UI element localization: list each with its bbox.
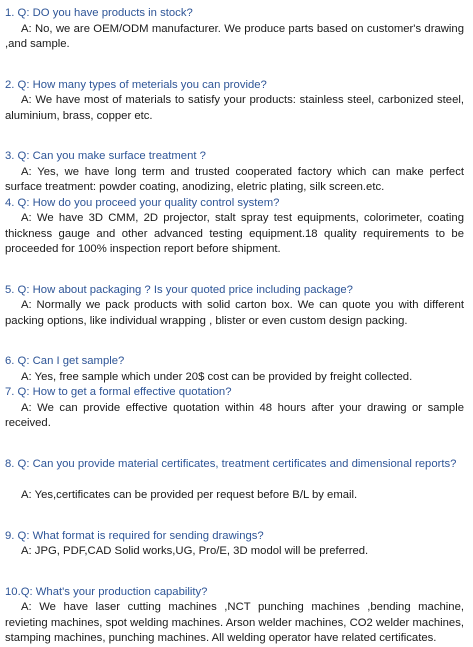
answer-6: A: Yes, free sample which under 20$ cost can be provided by freight collected. (21, 370, 413, 383)
answer-3: A: Yes, we have long term and trusted cooperated factory which can make perfect surface treatment: powder coating, anodizing, eletric plating, silk screen.etc. (5, 165, 464, 193)
answer-7: A: We can provide effective quotation within 48 hours after your drawing or sample received. (5, 401, 464, 429)
faq-item-1 (5, 6, 464, 53)
answer-9: A: JPG, PDF,CAD Solid works,UG, Pro/E, 3D modol will be preferred. (21, 545, 369, 557)
question-3: 3. Q: Can you make surface treatment ? (5, 150, 206, 162)
faq-item-9 (5, 529, 464, 560)
question-6: 6. Q: Can I get sample? (5, 355, 125, 367)
answer-8: A: Yes,certificates can be provided per request before B/L by email. (21, 489, 358, 501)
faq-item-4 (5, 196, 464, 258)
faq-item-2 (5, 78, 464, 125)
question-2: 2. Q: How many types of meterials you can provide? (5, 78, 267, 91)
question-1: 1. Q: DO you have products in stock? (5, 7, 193, 19)
faq-item-3 (5, 149, 464, 196)
spacer (5, 432, 464, 457)
faq-item-8 (5, 457, 464, 504)
faq-item-5 (5, 283, 464, 330)
answer-5: A: Normally we pack products with solid carton box. We can quote you with different packing options, like individual wrapping , blister or even custom design packing. (5, 299, 464, 327)
answer-10: A: We have laser cutting machines ,NCT punching machines ,bending machine, revieting machines, spot welding machines. Arson welder machines, CO2 welder machines, stamping machines, punching machines. All welding operator have related certificates. (5, 601, 464, 644)
spacer (5, 504, 464, 529)
question-8: 8. Q: Can you provide material certificates, treatment certificates and dimensional reports? (5, 457, 457, 470)
faq-item-6 (5, 354, 464, 385)
spacer (5, 124, 464, 149)
question-4: 4. Q: How do you proceed your quality control system? (5, 196, 280, 209)
spacer (5, 472, 464, 488)
spacer (5, 329, 464, 354)
question-10: 10.Q: What's your production capability? (5, 585, 208, 598)
faq-item-10 (5, 585, 464, 647)
question-7: 7. Q: How to get a formal effective quotation? (5, 386, 232, 398)
answer-4: A: We have 3D CMM, 2D projector, stalt spray test equipments, colorimeter, coating thickness gauge and other advanced testing equipment.18 quality requirements to be proceeded for 100% inspection report before shipment. (5, 212, 464, 255)
spacer (5, 560, 464, 585)
question-5: 5. Q: How about packaging ? Is your quoted price including package? (5, 283, 353, 296)
question-9: 9. Q: What format is required for sending drawings? (5, 529, 264, 542)
answer-1: A: No, we are OEM/ODM manufacturer. We produce parts based on customer's drawing ,and sample. (5, 22, 464, 50)
spacer (5, 258, 464, 283)
faq-item-7 (5, 385, 464, 432)
spacer (5, 53, 464, 78)
answer-2: A: We have most of materials to satisfy your products: stainless steel, carbonized steel, aluminium, brass, copper etc. (5, 94, 464, 122)
